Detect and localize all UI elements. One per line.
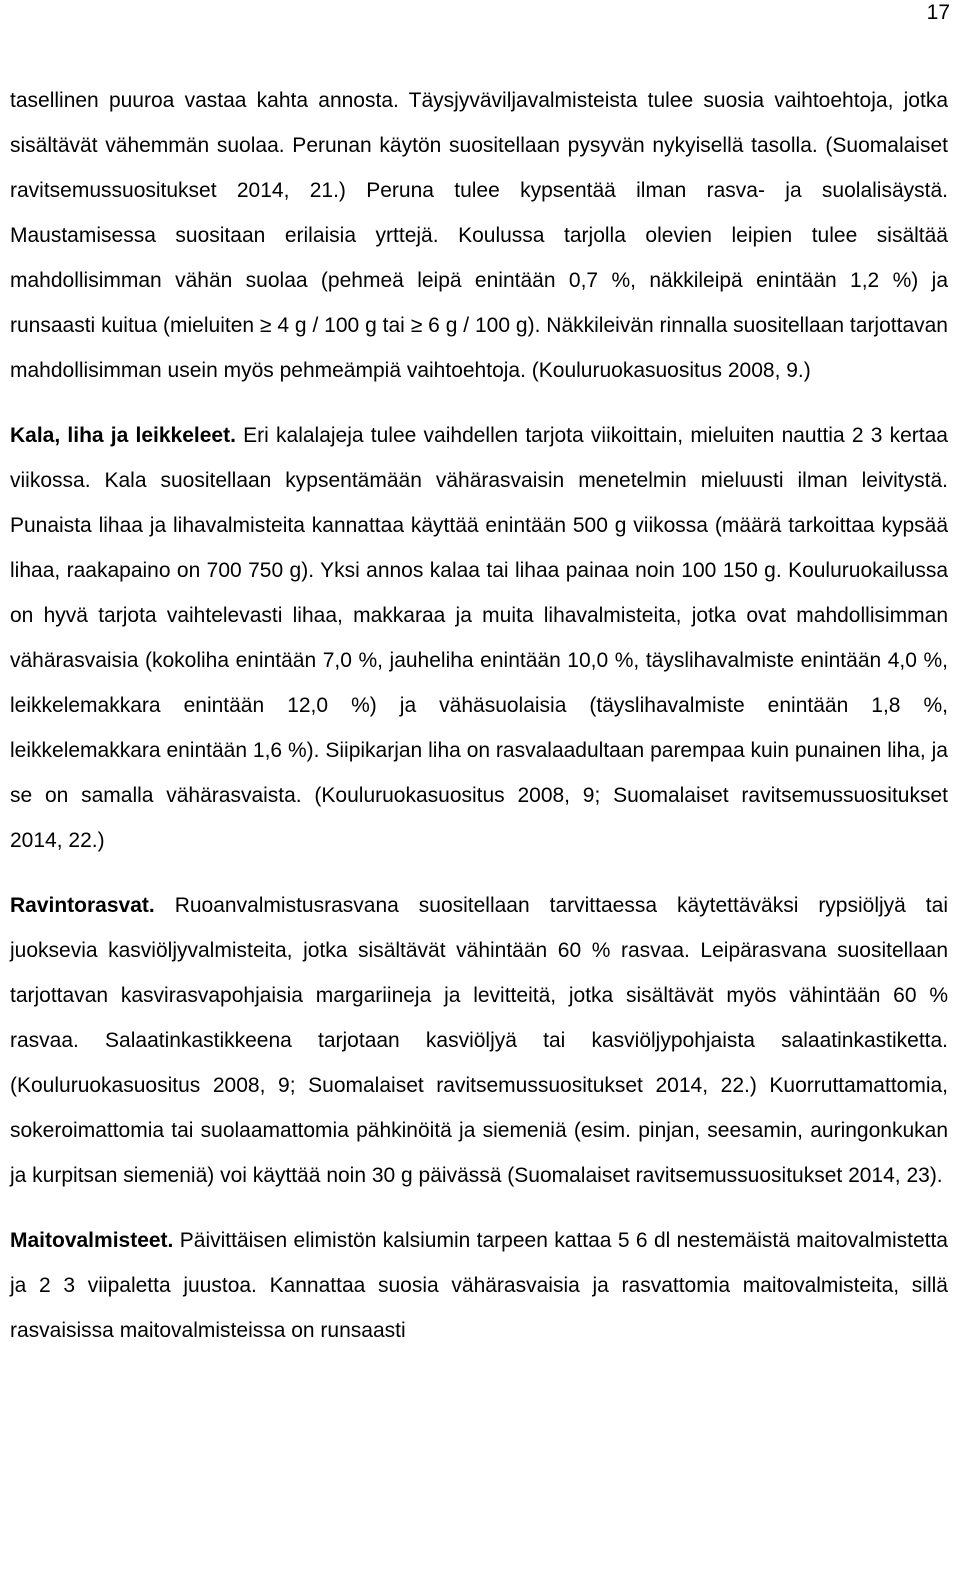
- paragraph-dairy: [10, 1218, 948, 1353]
- section-heading-fish-meat: Kala, liha ja leikkeleet.: [10, 424, 244, 447]
- page-number: 17: [926, 1, 950, 24]
- section-heading-dairy: Maitovalmisteet.: [10, 1229, 180, 1252]
- section-heading-fats: Ravintorasvat.: [10, 894, 175, 917]
- paragraph-fish-meat: [10, 413, 948, 863]
- paragraph-text: Eri kalalajeja tulee vaihdellen tarjota viikoittain, mieluiten nauttia 2 3 kertaa viikossa. Kala suositellaan kypsentämään vähärasvaisin menetelmin mieluusti ilman leivitystä. Punaista lihaa ja lihavalmisteita kannattaa käyttää enintään 500 g viikossa (määrä tarkoittaa kypsää lihaa, raakapaino on 700 750 g). Yksi annos kalaa tai lihaa painaa noin 100 150 g. Kouluruokailussa on hyvä tarjota vaihtelevasti lihaa, makkaraa ja muita lihavalmisteita, jotka ovat mahdollisimman vähärasvaisia (kokoliha enintään 7,0 %, jauheliha enintään 10,0 %, täyslihavalmiste enintään 4,0 %, leikkelemakkara enintään 12,0 %) ja vähäsuolaisia (täyslihavalmiste enintään 1,8 %, leikkelemakkara enintään 1,6 %). Siipikarjan liha on rasvalaadultaan parempaa kuin punainen liha, ja se on samalla vähärasvaista. (Kouluruokasuositus 2008, 9; Suomalaiset ravitsemussuositukset 2014, 22.): [10, 424, 948, 852]
- document-body: [10, 78, 948, 1353]
- paragraph-text: tasellinen puuroa vastaa kahta annosta. Täysjyväviljavalmisteista tulee suosia vaihtoehtoja, jotka sisältävät vähemmän suolaa. Perunan käytön suositellaan pysyvän nykyisellä tasolla. (Suomalaiset ravitsemussuositukset 2014, 21.) Peruna tulee kypsentää ilman rasva- ja suolalisäystä. Maustamisessa suositaan erilaisia yrttejä. Koulussa tarjolla olevien leipien tulee sisältää mahdollisimman vähän suolaa (pehmeä leipä enintään 0,7 %, näkkileipä enintään 1,2 %) ja runsaasti kuitua (mieluiten ≥ 4 g / 100 g tai ≥ 6 g / 100 g). Näkkileivän rinnalla suositellaan tarjottavan mahdollisimman usein myös pehmeämpiä vaihtoehtoja. (Kouluruokasuositus 2008, 9.): [10, 89, 948, 382]
- paragraph-text: Päivittäisen elimistön kalsiumin tarpeen kattaa 5 6 dl nestemäistä maitovalmistetta ja 2 3 viipaletta juustoa. Kannattaa suosia vähärasvaisia ja rasvattomia maitovalmisteita, sillä rasvaisissa maitovalmisteissa on runsaasti: [10, 1229, 948, 1342]
- paragraph-text: Ruoanvalmistusrasvana suositellaan tarvittaessa käytettäväksi rypsiöljyä tai juoksevia kasviöljyvalmisteita, jotka sisältävät vähintään 60 % rasvaa. Leipärasvana suositellaan tarjottavan kasvirasvapohjaisia margariineja ja levitteitä, jotka sisältävät myös vähintään 60 % rasvaa. Salaatinkastikkeena tarjotaan kasviöljyä tai kasviöljypohjaista salaatinkastiketta. (Kouluruokasuositus 2008, 9; Suomalaiset ravitsemussuositukset 2014, 22.) Kuorruttamattomia, sokeroimattomia tai suolaamattomia pähkinöitä ja siemeniä (esim. pinjan, seesamin, auringonkukan ja kurpitsan siemeniä) voi käyttää noin 30 g päivässä (Suomalaiset ravitsemussuositukset 2014, 23).: [10, 894, 948, 1187]
- paragraph-fats: [10, 883, 948, 1198]
- paragraph-grains: [10, 78, 948, 393]
